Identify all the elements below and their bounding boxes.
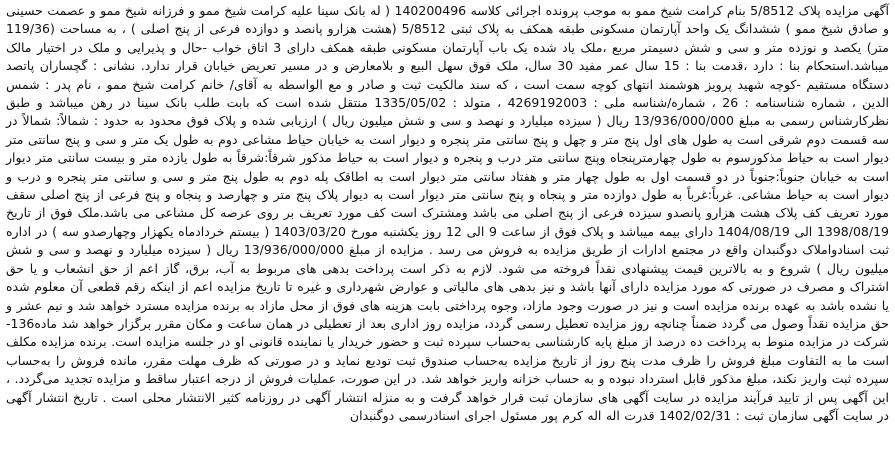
auction-notice-text: آگهی مزایده پلاک 5/8512 بنام کرامت شیخ ممو به موجب پرونده اجرائی کلاسه 140200496 ( له بانک سینا علیه کرامت شیخ ممو و فرزانه شیخ ممو و عصمت حسینی و صادق شیخ ممو ) ششدانگ یک واحد آپارتمان مسکونی طبقه همکف به پلاک ثبتی 5/8512 (هشت هزارو پانصد و دوازده فرعی از پنج اصلی ) ، به مساحت (119/36 متر) یکصد و نوزده متر و سی و شش دسیمتر مربع ،ملک یاد شده یک باب آپارتمان مسکونی طبقه همکف دارای 3 اتاق خواب -حال و پذیرایی و ملک در اختیار مالک میباشد.استحکام بنا : دارد ،قدمت بنا : 15 سال عمر مفید 30 سال، ملک فوق سهل البیع و بلامعارض و در مسیر تعریض خیابان قرار ندارد. نشانی : گچساران پاتصد دستگاه مستقیم -کوچه شهید پرویز هوشمند انتهای کوچه سمت است ، که سند مالکیت ثبت و صادر و مع الواسطه به آقای/ خانم کرامت شیخ ممو ، نام پدر : شمس الدین ، شماره شناسنامه : 26 ، شماره/شناسه ملی : 4269192003 ، متولد : 1335/05/02 منتقل شده است که بابت طلب بانک سینا در رهن میباشد و طبق نظرکارشناس رسمی به مبلغ 13/936/000/000 ریال ( سیزده میلیارد و نهصد و سی و شش میلیون ریال ) ارزیابی شده و پلاک فوق محدود به حدود : شمالاً: شمالاً در سه قسمت دوم شرقی است به طول های اول پنج متر و چهل و پنج سانتی متر پنجره و دیوار است به خیابان حیاط مشاعی دوم به طول یک متر و سی و پنج سانتی متر دیوار است به حیاط مذکورسوم به طول چهارمترپنجاه وپنج سانتی متر درب و پنجره و دیوار است به حیاط مذکور شرقاً:شرقاً به طول یازده متر و بیست سانتی متر دیوار است به خیابان جنوباً:جنوباً در دو قسمت اول به طول چهار متر و هفتاد سانتی متر دیوار است به اطاقک پله دوم به طول پنج متر و سی و سانتی متر پنجره و درب و دیوار است به حیاط مشاعی. غرباً:غرباً به طول دوازده متر و پنجاه و پنج سانتی متر دیوار است به دیوار پلاک پنج متر و چهارصد و پنجاه و پنج فرعی از پنج اصلی سقف مورد تعریف کف پلاک هشت هزارو پانصدو سیزده فرعی از پنج اصلی می باشد ومشترک است کف مورد تعریف بر روی عرصه کل مشاعی می باشد.ملک فوق از تاریخ 1398/08/19 الی 1404/08/19 دارای بیمه میباشد و پلاک فوق از ساعت 9 الی 12 روز یکشنبه مورخ 1403/03/20 ( بیستم خردادماه یکهزار وچهارصدو سه ) در اداره ثبت اسنادواملاک دوگنبدان واقع در مجتمع ادارات از طریق مزایده به فروش می رسد . مزایده از مبلغ 13/936/000/000 ریال ( سیزده میلیارد و نهصد و سی و شش میلیون ریال ) شروع و به بالاترین قیمت پیشنهادی نقداً فروخته می شود. لازم به ذکر است پرداخت بدهی های مربوط به آب، برق، گاز اعم از حق انشعاب و یا حق اشتراک و مصرف در صورتی که مورد مزایده دارای آنها باشد و نیز بدهی های مالیاتی و عوارض شهرداری و غیره تا تاریخ مزایده اعم از اینکه رقم قطعی آن معلوم شده یا نشده باشد به عهده برنده مزایده است و نیز در صورت وجود مازاد، وجوه پرداختی بابت هزینه های فوق از محل مازاد به برنده مزایده مسترد خواهد شد و نیم عشر و حق مزایده نقداً وصول می گردد ضمناً چنانچه روز مزایده تعطیل رسمی گردد، مزایده روز اداری بعد از تعطیلی در همان ساعت و مکان مقرر برگزار خواهد شد ماده136- شرکت در مزایده منوط به پرداخت ده درصد از مبلغ پایه کارشناسی به‌حساب سپرده ثبت و حضور خریدار یا نماینده قانونی او در جلسه مزایده است. برنده مزایده مکلف است ما به التفاوت مبلغ فروش را ظرف مدت پنج روز از تاریخ مزایده به‌حساب صندوق ثبت تودیع نماید و در صورتی که ظرف مهلت مقرر، مانده فروش را به‌حساب سپرده ثبت واریز نکند، مبلغ مذکور قابل استرداد نبوده و به حساب خزانه واریز خواهد شد. در این صورت، عملیات فروش از درجه اعتبار ساقط و مزایده تجدید می‌گردد. ، این آگهی پس از تایید فرآیند مزایده در سایت آگهی های سازمان ثبت قرار خواهد گرفت و به منزله انتشار آگهی در روزنامه کثیر الانتشار محلی است . تاریخ انتشار آگهی در سایت آگهی سازمان ثبت : 1402/02/31 قدرت اله اله کرم پور مسئول اجرای اسنادرسمی دوگنبدان [6, 3, 890, 423]
